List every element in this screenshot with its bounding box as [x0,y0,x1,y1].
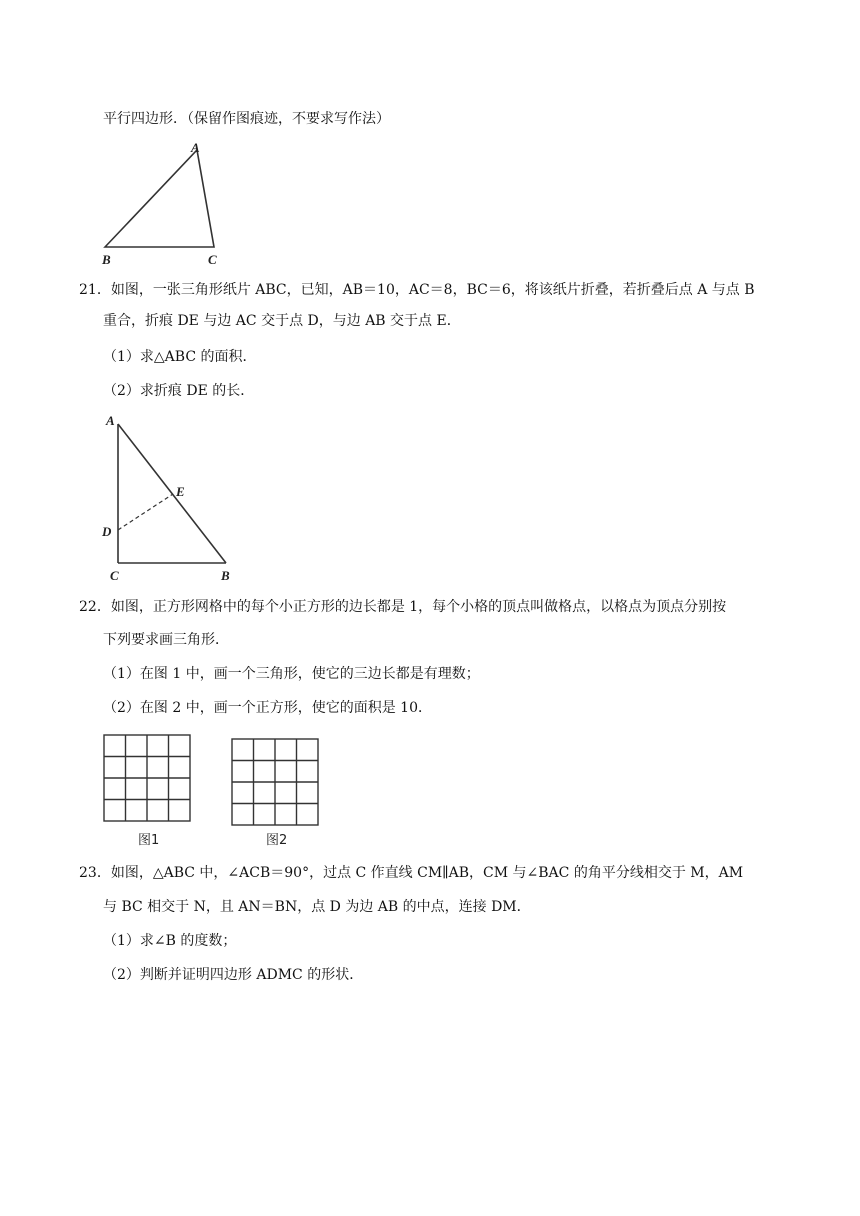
q21-line2: 重合，折痕 DE 与边 AC 交于点 D，与边 AB 交于点 E． [103,313,461,329]
q23-part1: （1）求∠B 的度数； [103,933,237,949]
q20-tail-text: 平行四边形．（保留作图痕迹，不要求写作法） [103,111,390,127]
q22-line1 [79,598,726,616]
q20-label-c: C [208,252,217,267]
q21-number: 21． [79,282,111,298]
q21-triangle-figure [100,412,240,584]
q22-grid-figure-2 [230,735,325,853]
q22-fig2-caption: 图2 [266,833,288,848]
q20-label-b: B [102,252,111,267]
q21-text-1: 如图，一张三角形纸片 ABC，已知，AB＝10，AC＝8，BC＝6，将该纸片折叠，若折叠后点 A 与点 B [110,282,755,298]
q22-line2: 下列要求画三角形． [103,632,229,648]
q23-line1 [79,864,743,882]
q22-number: 22． [79,599,111,615]
q23-line2: 与 BC 相交于 N，且 AN＝BN，点 D 为边 AB 的中点，连接 DM． [103,899,531,915]
q21-line1 [79,281,755,299]
q21-part1: （1）求△ABC 的面积． [103,349,257,365]
q23-number: 23． [79,865,111,881]
q21-label-e: E [176,484,185,499]
q23-part2: （2）判断并证明四边形 ADMC 的形状． [103,967,364,983]
q21-label-d: D [102,524,112,539]
q22-part1: （1）在图 1 中，画一个三角形，使它的三边长都是有理数； [103,666,480,682]
q21-label-b: B [221,568,230,583]
q22-grid-figure-1 [100,733,195,851]
q20-triangle-figure [100,140,230,265]
q23-text-1: 如图，△ABC 中，∠ACB＝90°，过点 C 作直线 CM∥AB，CM 与∠BAC 的角平分线相交于 M，AM [110,865,744,881]
q22-part2: （2）在图 2 中，画一个正方形，使它的面积是 10． [103,700,432,716]
q20-label-a: A [191,140,200,155]
q21-label-a: A [106,413,115,428]
q21-label-c: C [110,568,119,583]
q22-text-1: 如图，正方形网格中的每个小正方形的边长都是 1，每个小格的顶点叫做格点，以格点为顶点分别按 [110,599,727,615]
q22-fig1-caption: 图1 [138,833,160,848]
q21-part2: （2）求折痕 DE 的长． [103,383,255,399]
